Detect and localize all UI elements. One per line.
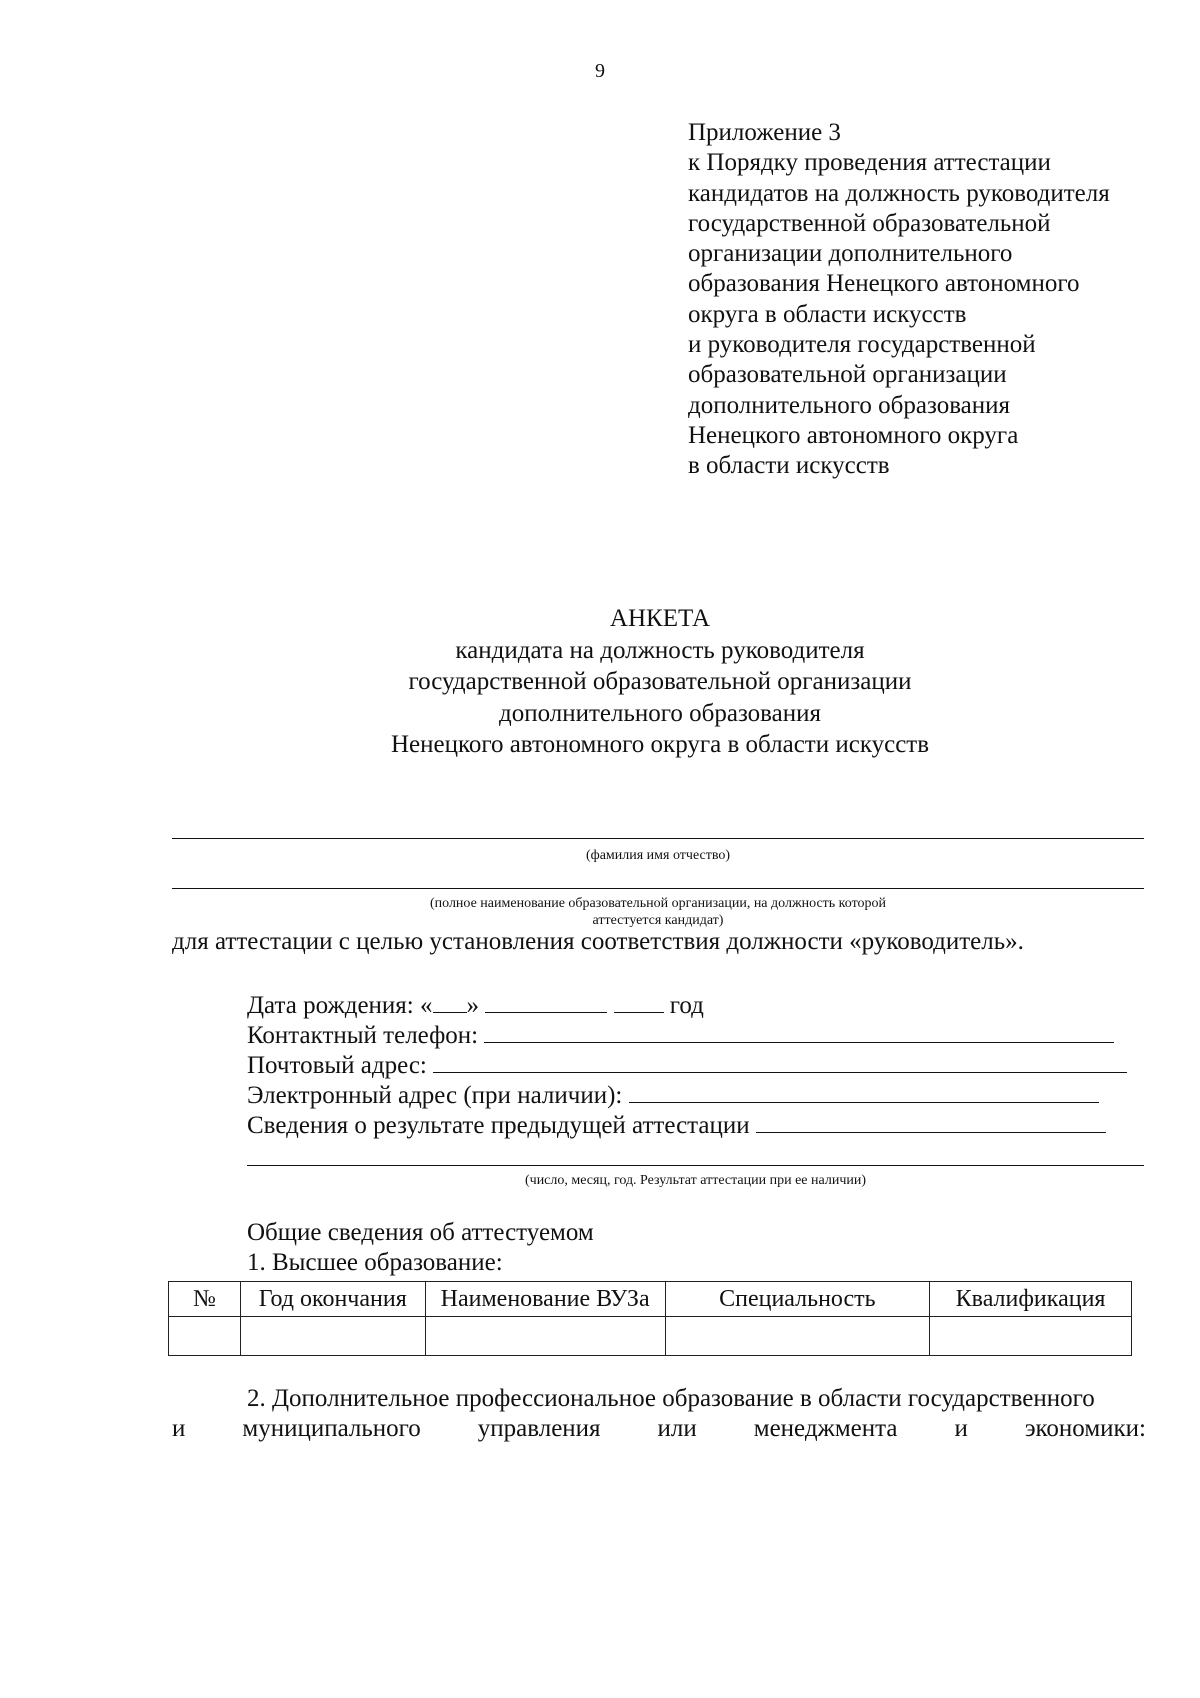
birth-date-close-quote: » [466, 992, 479, 1019]
appendix-line: образования Ненецкого автономного [688, 270, 1080, 298]
table-cell-year[interactable] [240, 1317, 425, 1356]
form-title-line: кандидата на должность руководителя [455, 636, 865, 664]
paragraph-word: или [657, 1415, 697, 1442]
paragraph-word: и [954, 1415, 968, 1442]
table-row [169, 1317, 1132, 1356]
birth-day-blank[interactable] [433, 990, 467, 1013]
higher-education-heading: 1. Высшее образование: [247, 1249, 503, 1276]
phone-label: Контактный телефон: [247, 1022, 479, 1049]
organization-caption-line: аттестуется кандидат) [592, 913, 724, 928]
column-header-number: № [169, 1282, 241, 1317]
previous-attestation-blank[interactable] [756, 1110, 1106, 1133]
appendix-line: кандидатов на должность руководителя [688, 179, 1110, 207]
paragraph-word: управления [477, 1415, 601, 1442]
appendix-line: к Порядку проведения аттестации [688, 149, 1051, 177]
paragraph-word: и [172, 1415, 186, 1442]
appendix-line: Приложение 3 [688, 119, 841, 146]
form-title-line: Ненецкого автономного округа в области искусств [390, 731, 930, 758]
table-cell-number[interactable] [169, 1317, 241, 1356]
paragraph-line: 2. Дополнительное профессиональное образование в области государственного [247, 1385, 1095, 1412]
table-cell-university[interactable] [425, 1317, 665, 1356]
email-blank[interactable] [629, 1080, 1099, 1103]
form-title-line: государственной образовательной организации [408, 668, 912, 695]
appendix-line: образовательной организации [688, 361, 1007, 389]
purpose-statement: для аттестации с целью установления соответствия должности «руководитель». [172, 928, 1024, 955]
paragraph-word: экономики: [1024, 1415, 1146, 1442]
form-heading: АНКЕТА [609, 605, 711, 632]
appendix-line: организации дополнительного [688, 240, 1013, 268]
page-number: 9 [595, 60, 605, 82]
birth-date-open-quote: « [420, 992, 433, 1019]
postal-address-field [247, 1050, 1127, 1080]
birth-year-label: год [669, 992, 704, 1019]
appendix-line: и руководителя государственной [688, 331, 1036, 359]
previous-attestation-field [247, 1110, 1106, 1140]
phone-field [247, 1020, 1114, 1050]
form-title [0, 603, 1200, 761]
birth-date-label: Дата рождения: [247, 992, 414, 1019]
form-title-line: дополнительного образования [498, 699, 822, 727]
paragraph-word: муниципального [242, 1415, 421, 1442]
appendix-line: в области искусств [688, 452, 890, 480]
column-header-qualification: Квалификация [930, 1282, 1132, 1317]
appendix-line: государственной образовательной [688, 209, 1051, 237]
attestation-result-caption: (число, месяц, год. Результат аттестации при ее наличии) [524, 1173, 867, 1188]
additional-education-paragraph [172, 1384, 1146, 1444]
column-header-specialty: Специальность [665, 1282, 930, 1317]
postal-address-blank[interactable] [433, 1050, 1127, 1073]
birth-month-blank[interactable] [485, 990, 607, 1013]
appendix-note [688, 118, 1110, 482]
appendix-line: округа в области искусств [688, 300, 967, 328]
full-name-caption: (фамилия имя отчество) [585, 848, 731, 863]
table-cell-qualification[interactable] [930, 1317, 1132, 1356]
table-cell-specialty[interactable] [665, 1317, 930, 1356]
email-label: Электронный адрес (при наличии): [247, 1082, 623, 1109]
full-name-line[interactable] [172, 838, 1144, 839]
paragraph-word: менеджмента [753, 1415, 898, 1442]
previous-attestation-label: Сведения о результате предыдущей аттестации [247, 1112, 750, 1139]
table-header-row [169, 1282, 1132, 1317]
email-field [247, 1080, 1099, 1110]
general-info-heading: Общие сведения об аттестуемом [247, 1219, 594, 1246]
phone-blank[interactable] [484, 1020, 1114, 1043]
postal-address-label: Почтовый адрес: [247, 1052, 427, 1079]
appendix-line: Ненецкого автономного округа [688, 421, 1019, 449]
column-header-year: Год окончания [240, 1282, 425, 1317]
organization-caption-line: (полное наименование образовательной организации, на должность которой [429, 896, 887, 911]
appendix-line: дополнительного образования [688, 391, 1011, 419]
column-header-university: Наименование ВУЗа [425, 1282, 665, 1317]
attestation-result-line[interactable] [247, 1165, 1144, 1166]
higher-education-table [168, 1281, 1132, 1356]
organization-line[interactable] [172, 888, 1144, 889]
organization-caption [172, 895, 1144, 929]
birth-date-field [247, 990, 704, 1020]
birth-year-blank[interactable] [614, 990, 664, 1013]
paragraph-line-justified [172, 1414, 1146, 1444]
